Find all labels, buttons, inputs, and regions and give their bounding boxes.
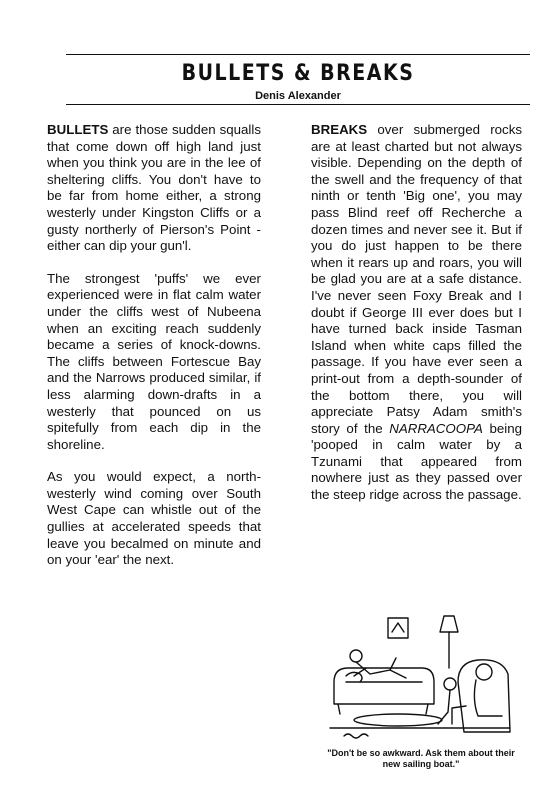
- paragraph-bullets: [47, 122, 261, 255]
- right-column: [311, 122, 522, 520]
- paragraph-text: being 'pooped in calm water by a Tzunami that appeared from nowhere just as they passed over the steep ridge across the passage.: [311, 420, 522, 503]
- top-rule: [66, 54, 530, 55]
- paragraph-puffs: The strongest 'puffs' we ever experienced were in flat calm water under the cliffs west of Nubeena when an exciting reach suddenly became a series of knock-downs. The cliffs between Fortescue Bay and the Narrows produced similar, if less alarming down-drafts in a westerly that pounced on us spitefully from each dip in the shoreline.: [47, 270, 261, 452]
- lead-word-breaks: BREAKS: [311, 122, 368, 137]
- paragraph-breaks: [311, 122, 522, 504]
- boat-name: NARRACOOPA: [389, 420, 483, 436]
- article-title: BULLETS & BREAKS: [181, 60, 415, 86]
- paragraph-northwesterly: As you would expect, a north-westerly wind coming over South West Cape can whistle out of the gullies at accelerated speeds that leave you becalmed on minute and on your 'ear' the next.: [47, 469, 261, 568]
- byline-rule: [66, 104, 530, 105]
- paragraph-text: are those sudden squalls that come down off high land just when you think you are in the lee of sheltering cliffs. You don't have to be far from home either, a strong westerly under Kingston Cliffs or a gusty northerly of Pierson's Point - either can dip your gun'l.: [47, 122, 261, 254]
- left-column: [47, 122, 261, 585]
- cartoon-caption: "Don't be so awkward. Ask them about their new sailing boat.": [327, 748, 515, 769]
- paragraph-text: over submerged rocks are at least charted but not always visible. Depending on the depth of the swell and the frequency of that ninth or tenth 'Big one', you may pass Blind reef off Recherche a dozen times and never see it. But if you do just happen to be there when it rears up and roars, you will be glad you are at a safe distance. I've never seen Foxy Break and I doubt if George III ever does but I have turned back inside Tasman Island when white caps filled the passage. If you have ever seen a print-out from a depth-sounder of the bottom there, you will appreciate Patsy Adam smith's story of the: [311, 122, 522, 436]
- cartoon-illustration: [326, 612, 516, 742]
- author-byline: Denis Alexander: [255, 90, 341, 102]
- lead-word-bullets: BULLETS: [47, 122, 109, 137]
